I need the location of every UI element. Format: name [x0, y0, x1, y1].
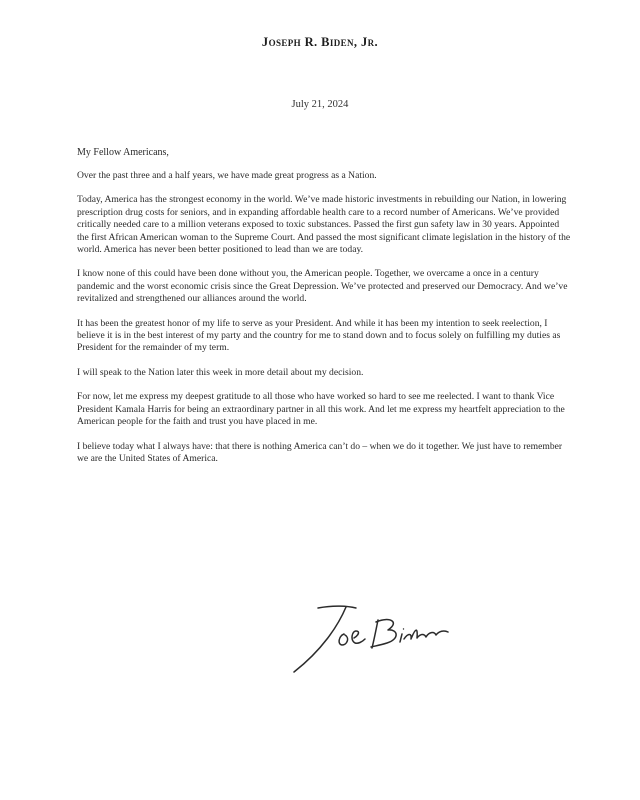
letter-body [77, 146, 572, 477]
letter-date: July 21, 2024 [291, 99, 349, 110]
letterhead: Joseph R. Biden, Jr. [261, 35, 379, 49]
paragraph-speak-to-nation: I will speak to the Nation later this week in more detail about my decision. [77, 366, 364, 378]
salutation: My Fellow Americans, [77, 147, 169, 158]
paragraph-economy: Today, America has the strongest economy in the world. We’ve made historic investments in rebuilding our Nation, in lowering prescription drug costs for seniors, and in expanding affordable health care to a record number of Americans. We’ve provided critically needed care to a million veterans exposed to toxic substances. Passed the first gun safety law in 30 years. Appointed the first African American woman to the Supreme Court. And passed the most significant climate legislation in the history of the world. America has never been better positioned to lead than we are today. [77, 194, 571, 256]
paragraph-stand-down: It has been the greatest honor of my life to serve as your President. And while it has been my intention to seek reelection, I believe it is in the best interest of my party and the country for me to stand down and to focus solely on fulfilling my duties as President for the remainder of my term. [77, 317, 561, 354]
paragraph-progress: Over the past three and a half years, we have made great progress as a Nation. [77, 170, 377, 181]
paragraph-american-people: I know none of this could have been done without you, the American people. Together, we overcame a once in a century pandemic and the worst economic crisis since the Great Depression. We’ve protected and preserved our Democracy. And we’ve revitalized and strengthened our alliances around the world. [77, 268, 568, 305]
signature [286, 598, 461, 678]
paragraph-gratitude: For now, let me express my deepest gratitude to all those who have worked so hard to see me reelected. I want to thank Vice President Kamala Harris for being an extraordinary partner in all this work. And let me express my heartfelt appreciation to the American people for the faith and trust you have placed in me. [77, 391, 565, 428]
signature-image [286, 598, 461, 678]
paragraph-closing: I believe today what I always have: that there is nothing America can’t do – when we do it together. We just have to remember we are the United States of America. [77, 440, 563, 464]
